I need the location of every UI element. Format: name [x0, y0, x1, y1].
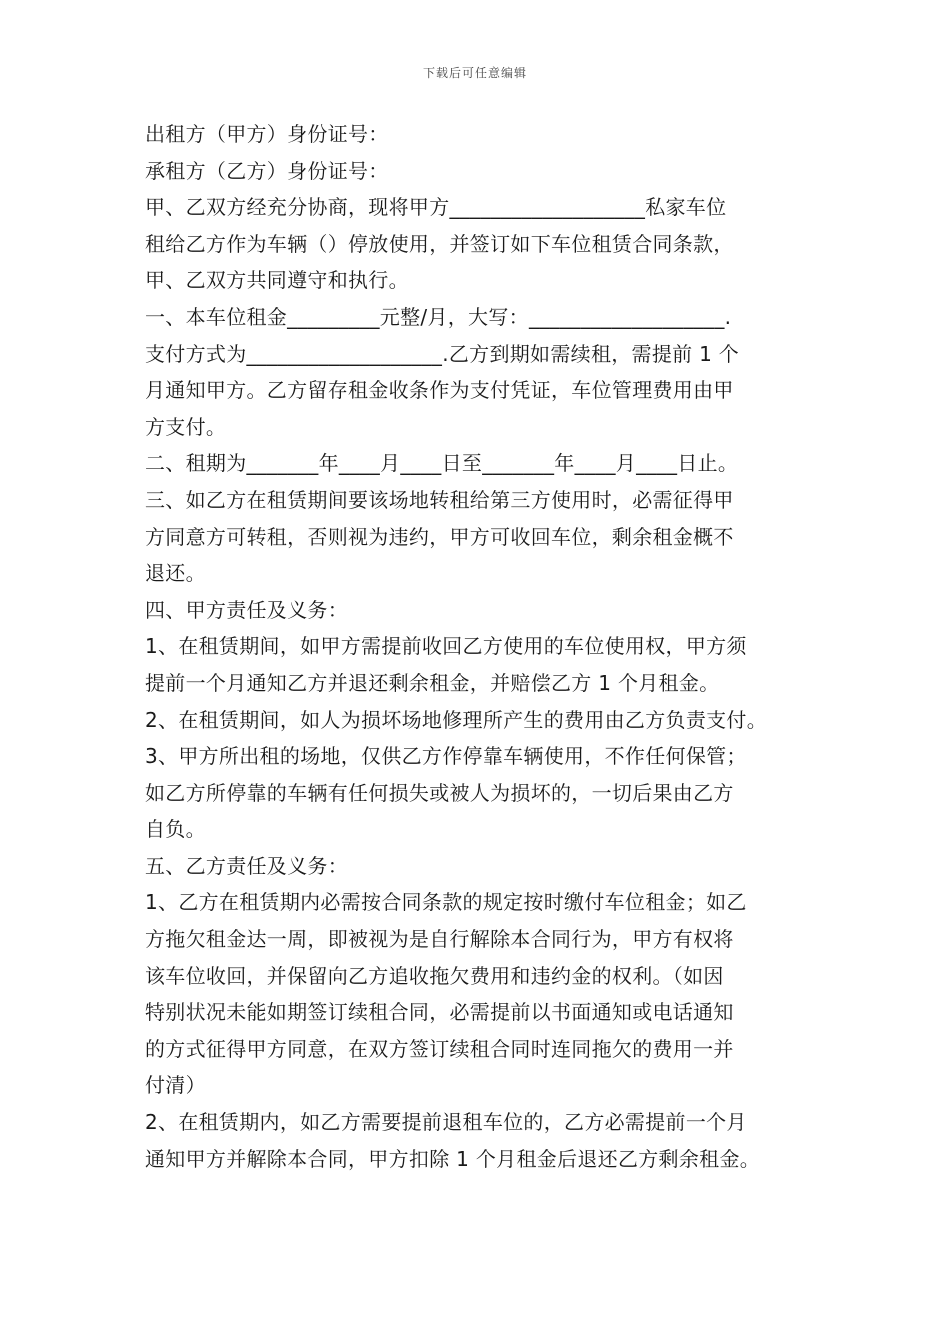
line-5-2-b: 通知甲方并解除本合同，甲方扣除 1 个月租金后退还乙方剩余租金。 [145, 1146, 761, 1171]
line-5-1-e: 的方式征得甲方同意，在双方签订续租合同时连同拖欠的费用一并 [145, 1036, 734, 1061]
line-4-1-b: 提前一个月通知乙方并退还剩余租金，并赔偿乙方 1 个月租金。 [145, 670, 720, 695]
line-intro-3: 甲、乙双方共同遵守和执行。 [145, 268, 409, 293]
header-note: 下载后可任意编辑 [422, 66, 527, 80]
line-id-lessee: 承租方（乙方）身份证号： [145, 158, 389, 183]
line-4-1-a: 1、在租赁期间，如甲方需提前收回乙方使用的车位使用权，甲方须 [145, 634, 747, 659]
line-clause-3-a: 三、如乙方在租赁期间要该场地转租给第三方使用时，必需征得甲 [145, 487, 734, 512]
line-5-1-a: 1、乙方在租赁期内必需按合同条款的规定按时缴付车位租金；如乙 [145, 890, 747, 915]
line-clause-2: 二、租期为_______年____月____日至_______年____月____日止。 [145, 451, 739, 476]
line-clause-3-c: 退还。 [145, 561, 206, 586]
line-intro-2: 租给乙方作为车辆（）停放使用，并签订如下车位租赁合同条款， [145, 231, 734, 256]
line-section-5-heading: 五、乙方责任及义务： [145, 853, 348, 878]
contract-body [145, 116, 820, 1177]
line-id-lessor: 出租方（甲方）身份证号： [145, 122, 389, 146]
line-clause-3-b: 方同意方可转租，否则视为违约，甲方可收回车位，剩余租金概不 [145, 524, 734, 549]
line-intro-1: 甲、乙双方经充分协商，现将甲方___________________私家车位 [145, 195, 727, 220]
line-clause-1-d: 方支付。 [145, 414, 227, 439]
line-4-3-b: 如乙方所停靠的车辆有任何损失或被人为损坏的，一切后果由乙方 [145, 780, 734, 805]
line-5-2-a: 2、在租赁期内，如乙方需要提前退租车位的，乙方必需提前一个月 [145, 1110, 747, 1135]
line-5-1-f: 付清） [145, 1073, 206, 1098]
line-4-3-c: 自负。 [145, 817, 206, 842]
line-clause-1-c: 月通知甲方。乙方留存租金收条作为支付凭证，车位管理费用由甲 [145, 378, 734, 403]
line-5-1-b: 方拖欠租金达一周，即被视为是自行解除本合同行为，甲方有权将 [145, 927, 734, 952]
line-4-3-a: 3、甲方所出租的场地，仅供乙方作停靠车辆使用，不作任何保管； [145, 744, 747, 769]
line-4-2: 2、在租赁期间，如人为损坏场地修理所产生的费用由乙方负责支付。 [145, 707, 768, 732]
line-5-1-d: 特别状况未能如期签订续租合同，必需提前以书面通知或电话通知 [145, 1000, 734, 1025]
line-clause-1-a: 一、本车位租金_________元整/月，大写：___________________. [145, 304, 732, 329]
line-section-4-heading: 四、甲方责任及义务： [145, 597, 348, 622]
line-clause-1-b: 支付方式为___________________.乙方到期如需续租，需提前 1 个 [145, 341, 740, 366]
line-5-1-c: 该车位收回，并保留向乙方追收拖欠费用和违约金的权利。（如因 [145, 963, 724, 988]
